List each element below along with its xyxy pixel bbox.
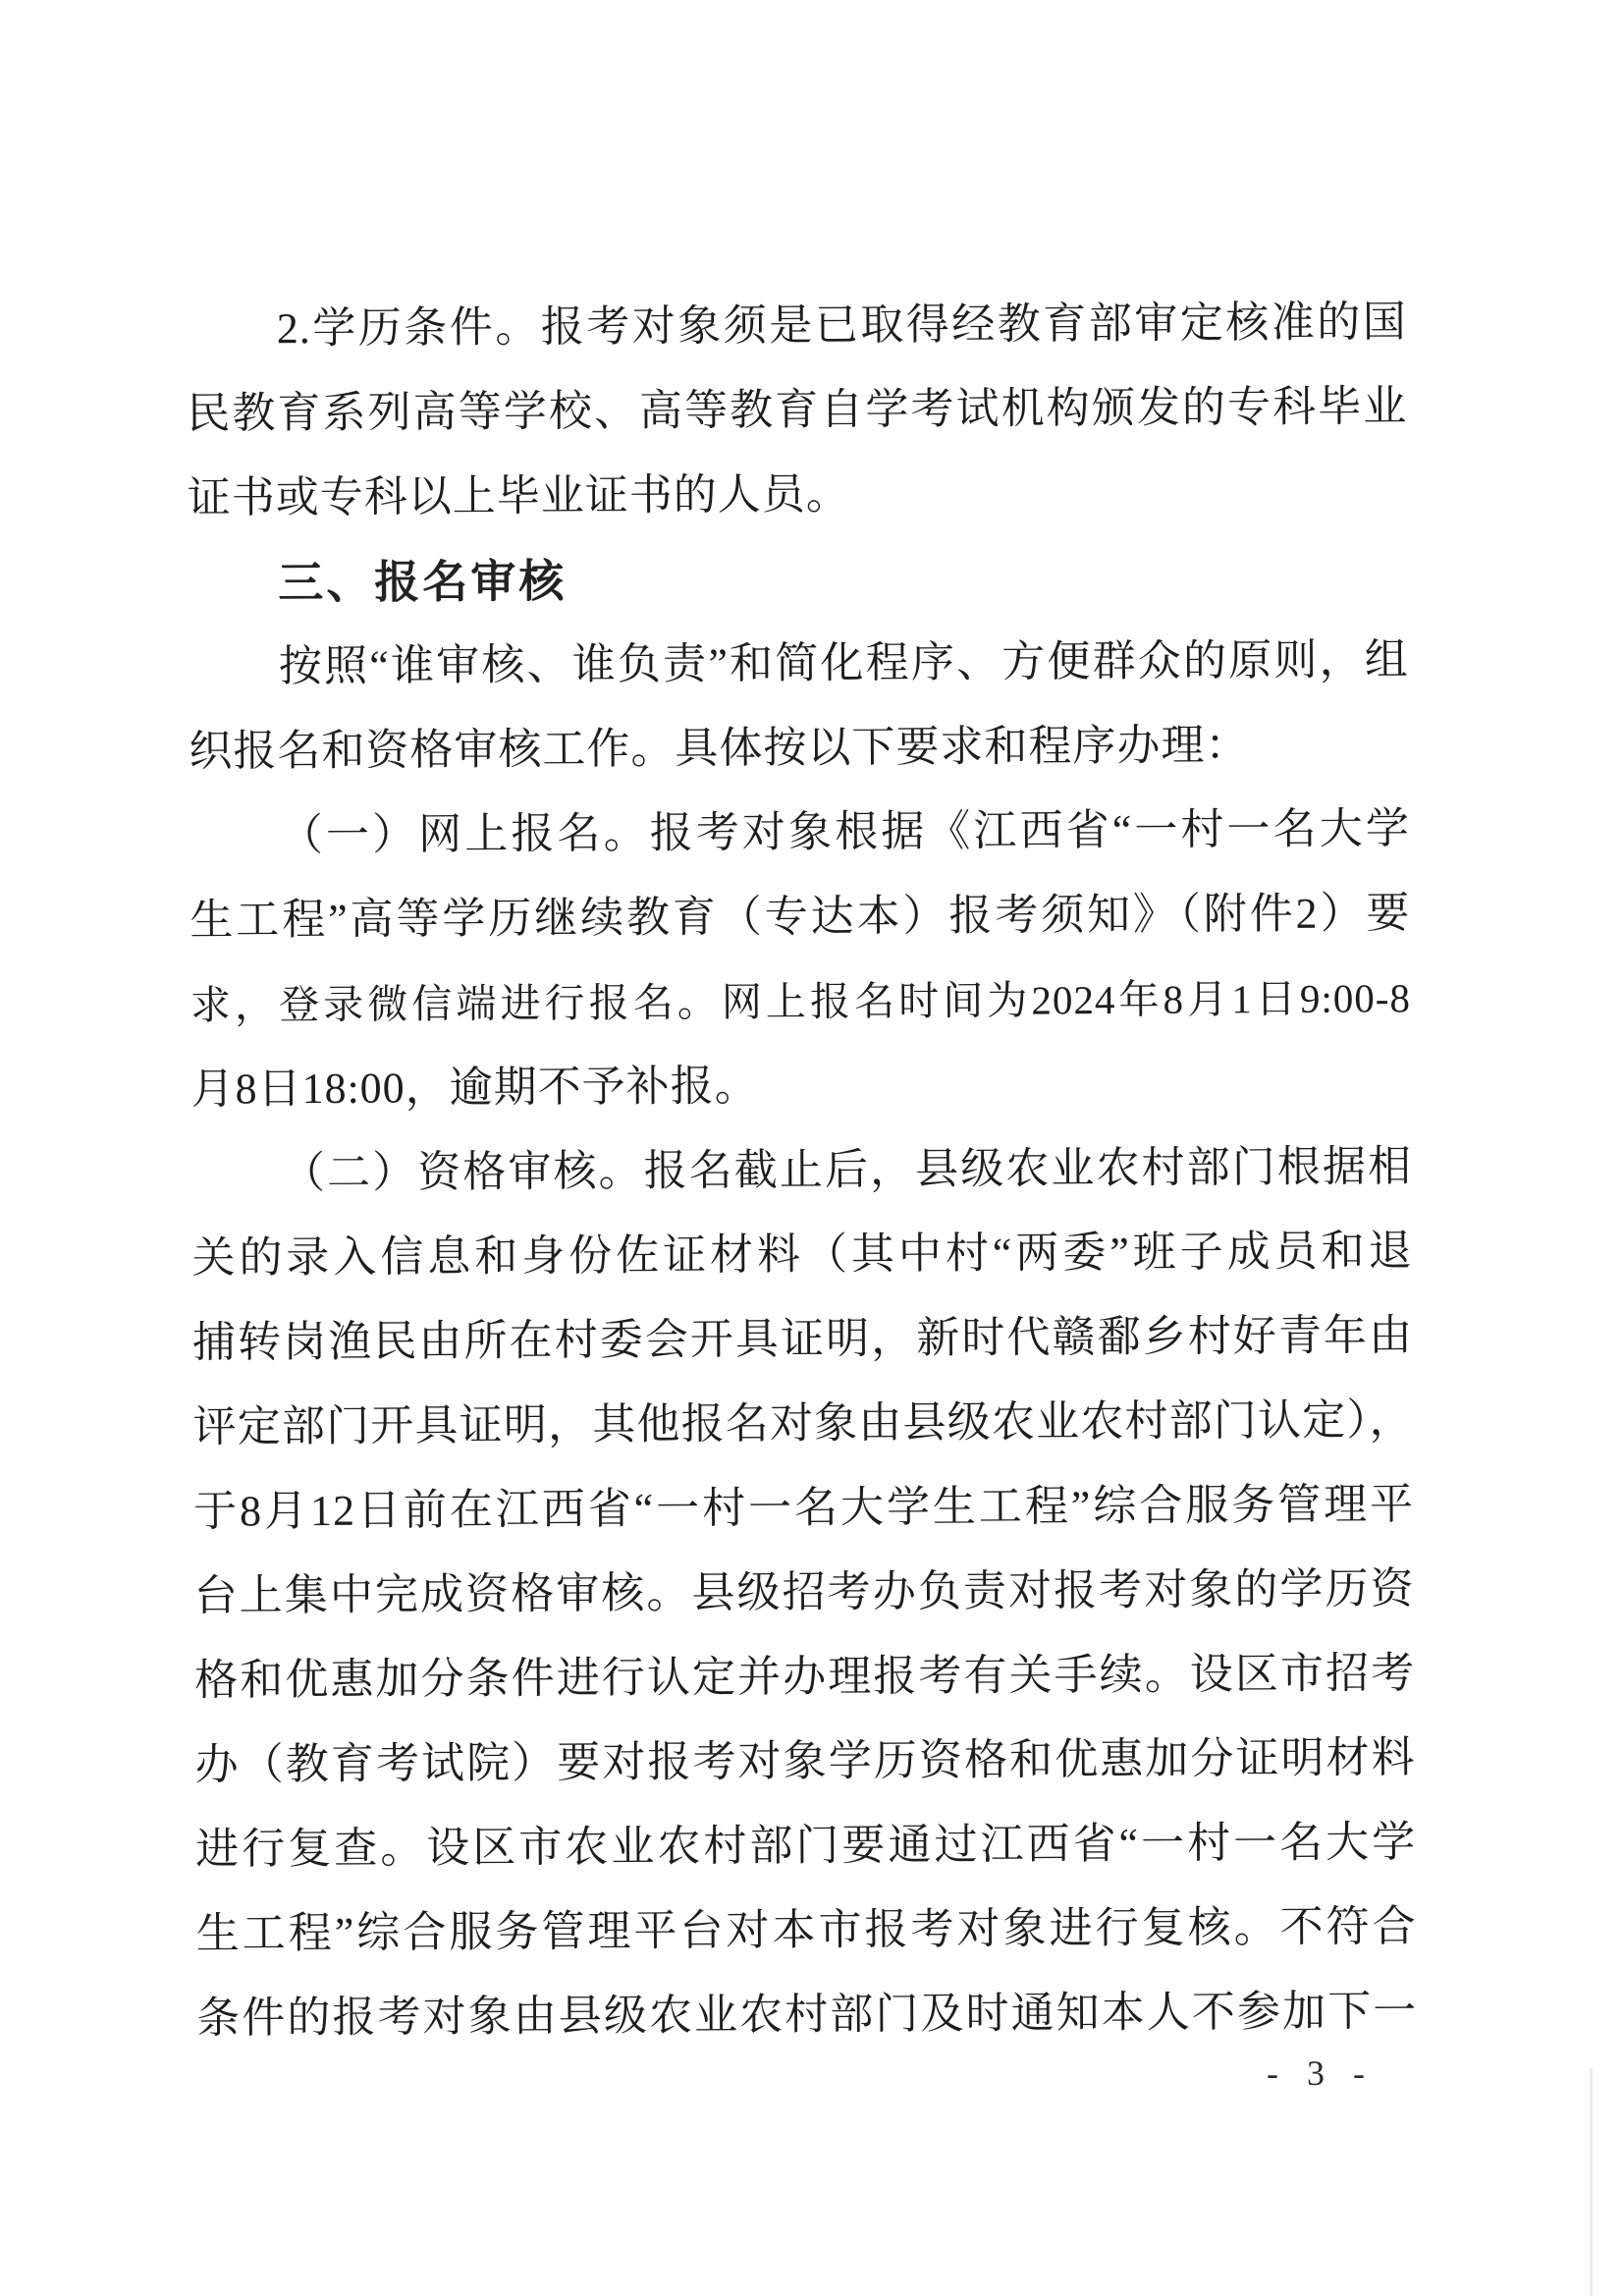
text-line: 证书或专科以上毕业证书的人员。 xyxy=(187,469,850,522)
text-line: （二）资格审核。报名截止后，县级农业农村部门根据相 xyxy=(281,1142,1413,1198)
text-line: 生工程”高等学历继续教育（专达本）报考须知》（附件2）要 xyxy=(189,889,1411,945)
text-line: 求，登录微信端进行报名。网上报名时间为2024年8月1日9:00-8 xyxy=(189,975,1412,1028)
section-heading: 三、报名审核 xyxy=(278,555,568,609)
text-line: 台上集中完成资格审核。县级招考办负责对报考对象的学历资 xyxy=(193,1564,1415,1620)
text-line: 捕转岗渔民由所在村委会开具证明，新时代赣鄱乡村好青年由 xyxy=(191,1311,1414,1367)
text-line: （一）网上报名。报考对象根据《江西省“一村一名大学 xyxy=(279,804,1411,860)
text-line: 按照“谁审核、谁负责”和简化程序、方便群众的原则，组 xyxy=(278,635,1409,691)
text-line: 织报名和资格审核工作。具体按以下要求和程序办理： xyxy=(189,721,1250,776)
text-line: 办（教育考试院）要对报考对象学历资格和优惠加分证明材料 xyxy=(194,1733,1416,1789)
text-line: 月8日18:00，逾期不予补报。 xyxy=(190,1062,759,1114)
page-number: - 3 - xyxy=(1267,2053,1375,2093)
text-line: 评定部门开具证明，其他报名对象由县级农业农村部门认定）， xyxy=(192,1395,1414,1451)
document-body xyxy=(186,280,1417,2061)
text-line: 生工程”综合服务管理平台对本市报考对象进行复核。不符合 xyxy=(195,1902,1417,1958)
text-line: 于8月12日前在江西省“一村一名大学生工程”综合服务管理平 xyxy=(192,1480,1415,1536)
text-line: 关的录入信息和身份佐证材料（其中村“两委”班子成员和退 xyxy=(191,1227,1413,1283)
text-line: 进行复查。设区市农业农村部门要通过江西省“一村一名大学 xyxy=(195,1818,1417,1874)
text-line: 2.学历条件。报考对象须是已取得经教育部审定核准的国 xyxy=(276,298,1407,354)
text-line: 条件的报考对象由县级农业农村部门及时通知本人不参加下一 xyxy=(196,1987,1418,2043)
text-line: 民教育系列高等学校、高等教育自学考试机构颁发的专科毕业 xyxy=(187,382,1408,438)
scan-artifact-line xyxy=(1590,2068,1593,2296)
text-line: 格和优惠加分条件进行认定并办理报考有关手续。设区市招考 xyxy=(194,1649,1416,1705)
